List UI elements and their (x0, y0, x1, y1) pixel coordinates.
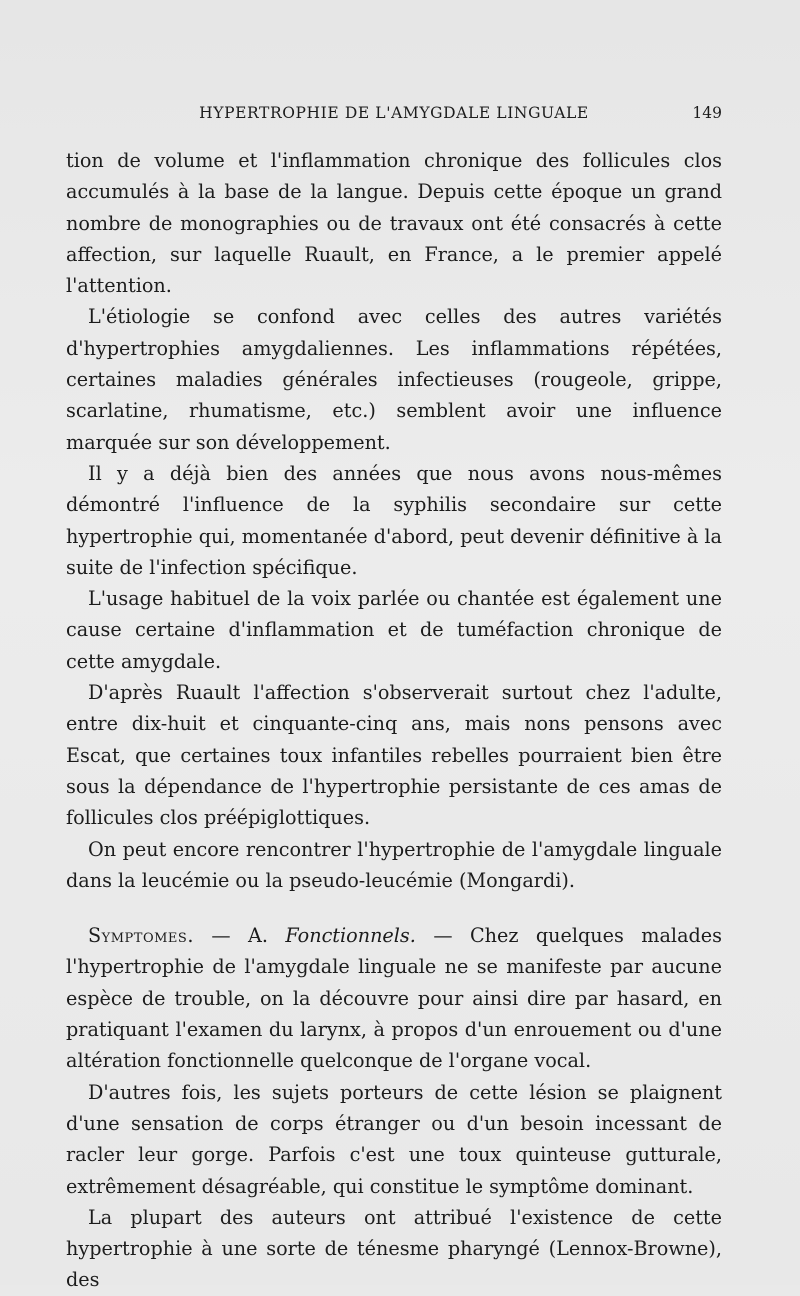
paragraph: D'après Ruault l'affection s'observerait surtout chez l'adulte, entre dix-huit et cinquante-cinq ans, mais nons pensons avec Escat, que certaines toux infantiles rebelles pourraient bien être sous la dépendance de l'hypertrophie persistante de ces amas de follicules clos préépiglottiques. (66, 681, 722, 830)
paragraph: La plupart des auteurs ont attribué l'existence de cette hypertrophie à une sorte de ténesme pharyngé (Lennox-Browne), des (66, 1205, 722, 1292)
section-paragraph (66, 920, 722, 1076)
section-spacer (66, 896, 722, 920)
paragraph: L'étiologie se confond avec celles des autres variétés d'hypertrophies amygdaliennes. Les inflammations répétées, certaines maladies générales infectieuses (rougeole, grippe, scarlatine, rhumatisme, etc.) semblent avoir une influence marquée sur son développement. (66, 305, 722, 454)
running-title: HYPERTROPHIE DE L'AMYGDALE LINGUALE (199, 104, 589, 122)
section-heading: Symptomes. (88, 924, 194, 948)
page-number: 149 (692, 104, 722, 122)
paragraph: D'autres fois, les sujets porteurs de cette lésion se plaignent d'une sensation de corps étranger ou d'un besoin incessant de racler leur gorge. Parfois c'est une toux quinteuse gutturale, extrêmement désagréable, qui constitue le symptôme dominant. (66, 1080, 722, 1198)
section-first-text: — Chez quelques malades l'hypertrophie de l'amygdale linguale ne se manifeste par aucune espèce de trouble, on la découvre pour ainsi dire par hasard, en pratiquant l'examen du larynx, à propos d'un enrouement ou d'une altération fonctionnelle quelconque de l'organe vocal. (66, 924, 722, 1073)
page-header (66, 104, 722, 130)
paragraph: On peut encore rencontrer l'hypertrophie de l'amygdale linguale dans la leucémie ou la pseudo-leucémie (Mongardi). (66, 837, 722, 892)
paragraph: Il y a déjà bien des années que nous avons nous-mêmes démontré l'influence de la syphilis secondaire sur cette hypertrophie qui, momentanée d'abord, peut devenir définitive à la suite de l'infection spécifique. (66, 461, 722, 579)
paragraph: tion de volume et l'inflammation chronique des follicules clos accumulés à la base de la langue. Depuis cette époque un grand nombre de monographies ou de travaux ont été consacrés à cette affection, sur laquelle Ruault, en France, a le premier appelé l'attention. (66, 149, 722, 298)
section-subheading: Fonctionnels. (285, 924, 416, 948)
section-dash: — A. (193, 924, 286, 948)
body-text (66, 145, 722, 1296)
paragraph: L'usage habituel de la voix parlée ou chantée est également une cause certaine d'inflammation et de tuméfaction chronique de cette amygdale. (66, 587, 722, 673)
